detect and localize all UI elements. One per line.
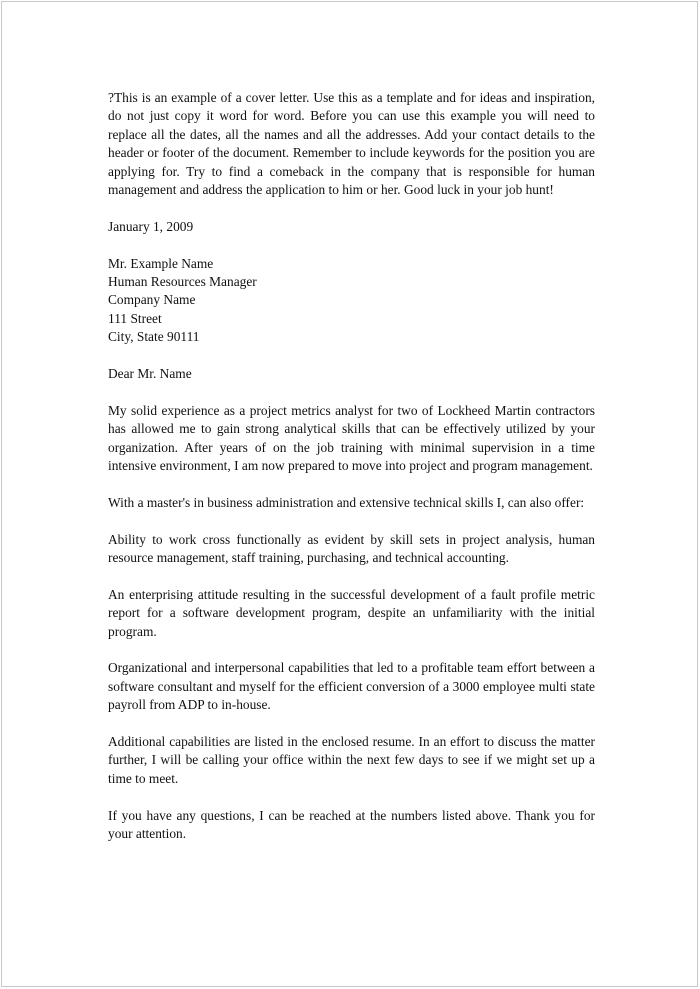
body-paragraph-experience: My solid experience as a project metrics analyst for two of Lockheed Martin contractors has allowed me to gain strong analytical skills that can be effectively utilized by your organization. After years of on the job training with minimal supervision in a time intensive environment, I am now prepared to move into project and program management. bbox=[108, 402, 595, 474]
recipient-street: 111 Street bbox=[108, 310, 162, 326]
document-page bbox=[1, 1, 698, 987]
body-paragraph-ability: Ability to work cross functionally as evident by skill sets in project analysis, human resource management, staff training, purchasing, and technical accounting. bbox=[108, 531, 595, 566]
body-paragraph-offer: With a master's in business administration and extensive technical skills I, can also offer: bbox=[108, 494, 585, 510]
body-paragraph-attitude: An enterprising attitude resulting in the successful development of a fault profile metric report for a software development program, despite an unfamiliarity with the initial program. bbox=[108, 586, 595, 639]
letter-date: January 1, 2009 bbox=[108, 218, 194, 234]
letter-body bbox=[108, 89, 595, 862]
body-paragraph-closing: If you have any questions, I can be reached at the numbers listed above. Thank you for your attention. bbox=[108, 807, 595, 842]
salutation: Dear Mr. Name bbox=[108, 366, 192, 382]
recipient-address bbox=[108, 255, 595, 347]
body-paragraph-resume: Additional capabilities are listed in the enclosed resume. In an effort to discuss the matter further, I will be calling your office within the next few days to see if we might set up a time to meet. bbox=[108, 734, 595, 786]
intro-paragraph: ?This is an example of a cover letter. Use this as a template and for ideas and inspiration, do not just copy it word for word. Before you can use this example you will need to replace all the dates, all the names and all the addresses. Add your contact details to the header or footer of the document. Remember to include keywords for the position you are applying for. Try to find a comeback in the company that is responsible for human management and address the application to him or her. Good luck in your job hunt! bbox=[108, 90, 595, 198]
recipient-title: Human Resources Manager bbox=[108, 274, 257, 290]
body-paragraph-capabilities: Organizational and interpersonal capabilities that led to a profitable team effort between a software consultant and myself for the efficient conversion of a 3000 employee multi state payroll from ADP to in-house. bbox=[108, 660, 595, 713]
recipient-name: Mr. Example Name bbox=[108, 255, 214, 271]
recipient-city: City, State 90111 bbox=[108, 329, 200, 345]
recipient-company: Company Name bbox=[108, 292, 196, 308]
